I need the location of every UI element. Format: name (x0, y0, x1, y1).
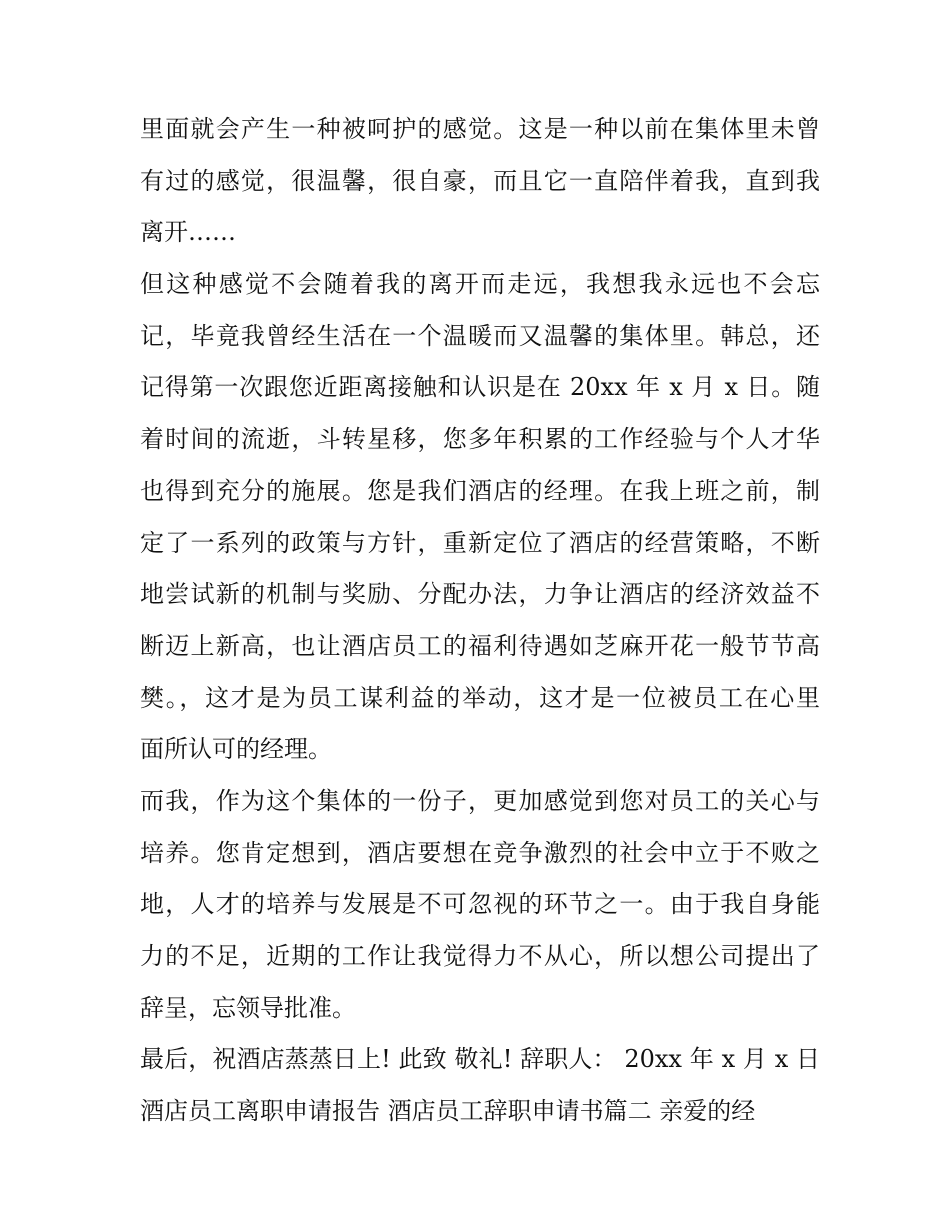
text-line: 记得第一次跟您近距离接触和认识是在 20xx 年 x 月 x 日。随 (140, 373, 820, 402)
text-line: 定了一系列的政策与方针，重新定位了酒店的经营策略，不断 (140, 528, 820, 557)
text-line: 而我，作为这个集体的一份子，更加感觉到您对员工的关心与 (140, 786, 820, 815)
text-line: 面所认可的经理。 (140, 735, 332, 764)
text-line: 酒店员工离职申请报告 酒店员工辞职申请书篇二 亲爱的经 (140, 1097, 756, 1126)
text-line: 断迈上新高，也让酒店员工的福利待遇如芝麻开花一般节节高 (140, 631, 820, 660)
text-line: 记，毕竟我曾经生活在一个温暖而又温馨的集体里。韩总，还 (140, 321, 820, 350)
text-line: 樊。，这才是为员工谋利益的举动，这才是一位被员工在心里 (140, 683, 820, 712)
text-line: 着时间的流逝，斗转星移，您多年积累的工作经验与个人才华 (140, 425, 820, 454)
text-line: 但这种感觉不会随着我的离开而走远，我想我永远也不会忘 (140, 270, 820, 299)
text-line: 离开…… (140, 218, 236, 247)
text-line: 力的不足，近期的工作让我觉得力不从心，所以想公司提出了 (140, 942, 820, 970)
text-line: 最后，祝酒店蒸蒸日上! 此致 敬礼! 辞职人： 20xx 年 x 月 x 日 (140, 1045, 820, 1074)
text-line: 培养。您肯定想到，酒店要想在竞争激烈的社会中立于不败之 (140, 838, 820, 867)
text-line: 地尝试新的机制与奖励、分配办法，力争让酒店的经济效益不 (140, 580, 820, 609)
text-line: 地，人才的培养与发展是不可忽视的环节之一。由于我自身能 (140, 890, 820, 919)
document-body (140, 104, 820, 1138)
text-line: 辞呈，忘领导批准。 (140, 993, 356, 1022)
text-line: 里面就会产生一种被呵护的感觉。这是一种以前在集体里未曾 (140, 115, 820, 143)
text-line: 有过的感觉，很温馨，很自豪，而且它一直陪伴着我，直到我 (140, 166, 820, 195)
text-line: 也得到充分的施展。您是我们酒店的经理。在我上班之前，制 (140, 476, 820, 505)
